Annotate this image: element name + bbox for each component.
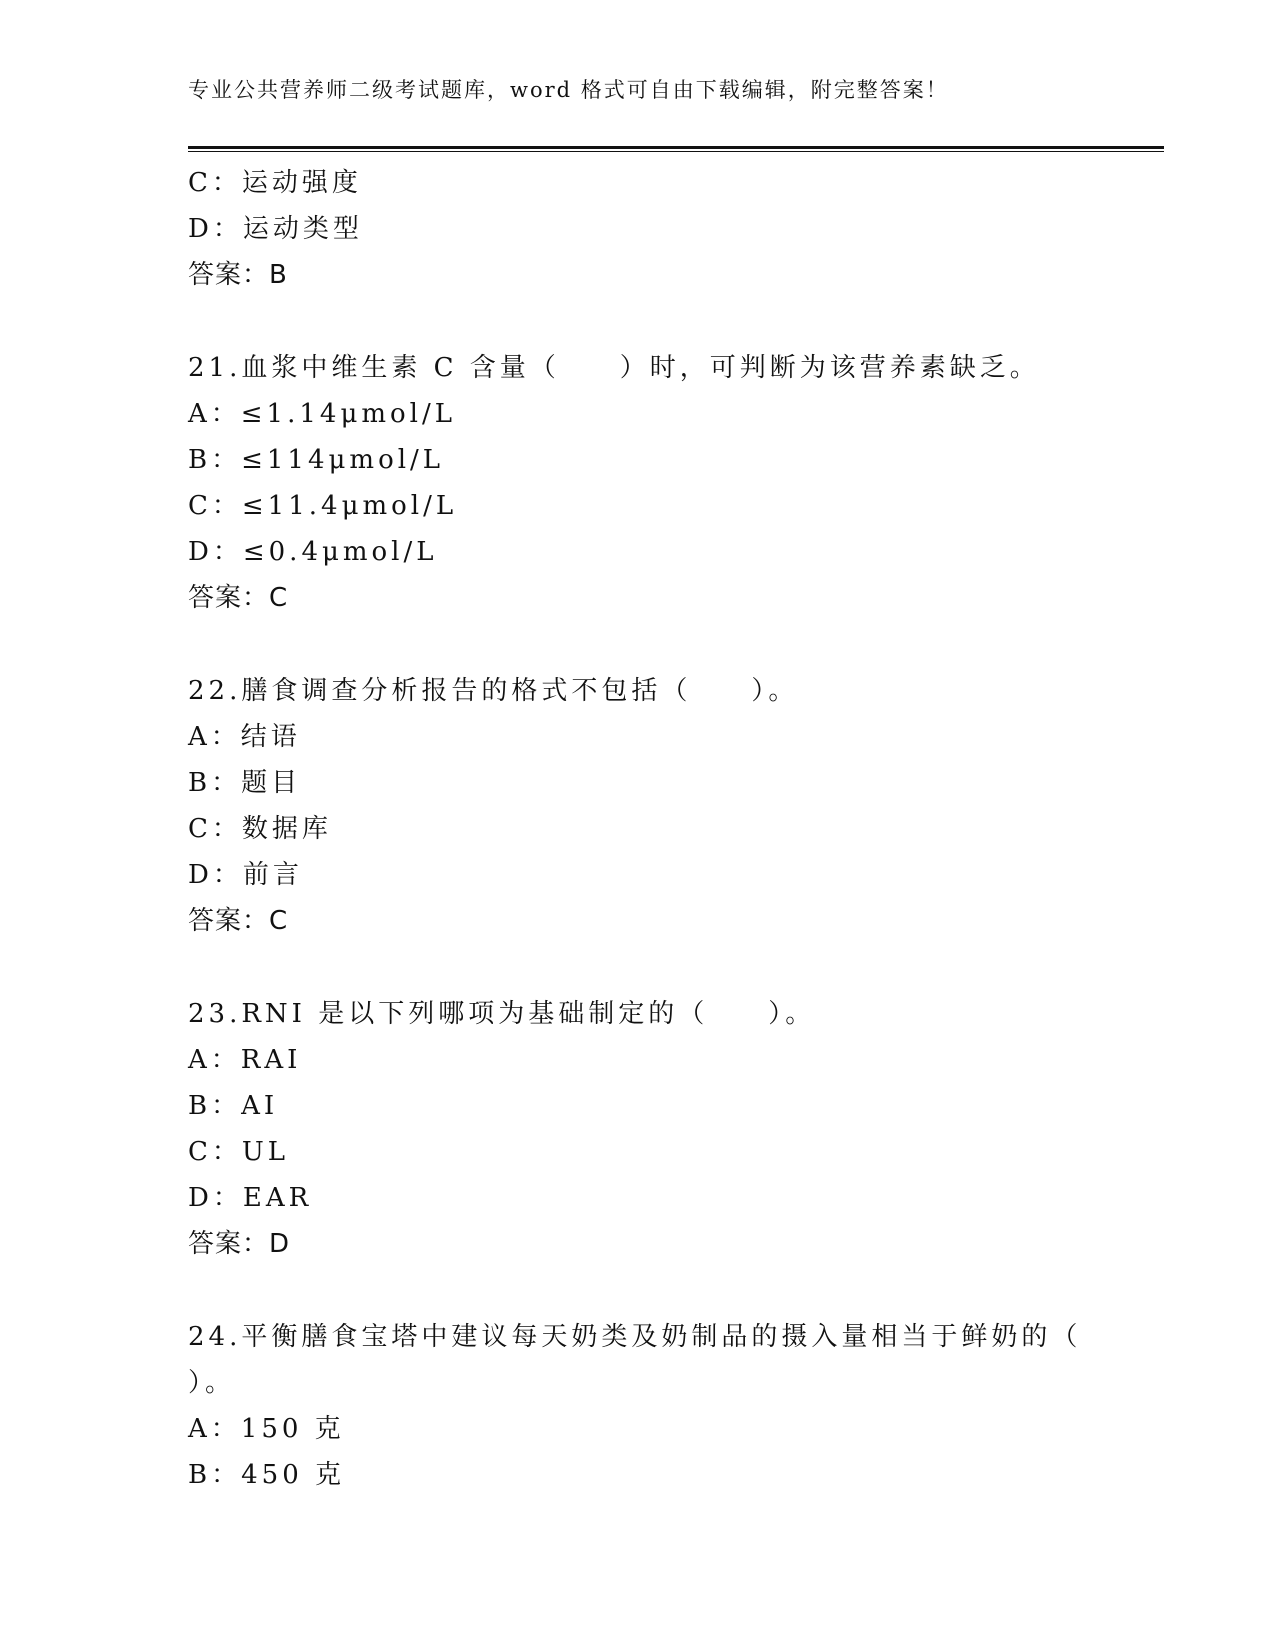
- option-c: C：运动强度: [188, 168, 362, 198]
- header-rule-thick: [188, 146, 1164, 149]
- option-a: A：RAI: [188, 1045, 302, 1075]
- option-c: C：≤11.4μmol/L: [188, 491, 458, 521]
- header-rule-thin: [188, 151, 1164, 152]
- answer-line: 答案：C: [188, 906, 289, 936]
- spacer: [188, 621, 1048, 668]
- option-d: D：前言: [188, 860, 303, 890]
- question-content: [188, 160, 1082, 1498]
- answer-line: 答案：C: [188, 583, 289, 613]
- option-b: B：AI: [188, 1091, 279, 1121]
- option-a: A：150 克: [188, 1414, 345, 1444]
- question-stem: 24.平衡膳食宝塔中建议每天奶类及奶制品的摄入量相当于鲜奶的（: [188, 1322, 1082, 1352]
- spacer: [188, 944, 1048, 991]
- spacer: [188, 298, 1048, 345]
- prev-question-block: [188, 160, 1048, 298]
- option-a: A：结语: [188, 722, 301, 752]
- question-23: [188, 991, 1048, 1267]
- answer-line: 答案：B: [188, 260, 288, 290]
- question-stem: 22.膳食调查分析报告的格式不包括（ ）。: [188, 676, 799, 706]
- page-header: 专业公共营养师二级考试题库，word 格式可自由下载编辑，附完整答案！: [188, 78, 949, 102]
- question-stem: 21.血浆中维生素 C 含量（ ）时，可判断为该营养素缺乏。: [188, 353, 1040, 383]
- option-b: B：≤114μmol/L: [188, 445, 445, 475]
- question-21: [188, 345, 1048, 621]
- option-d: D：运动类型: [188, 214, 363, 244]
- question-stem-continued: ）。: [188, 1368, 236, 1398]
- option-d: D：EAR: [188, 1183, 313, 1213]
- option-a: A：≤1.14μmol/L: [188, 399, 456, 429]
- option-b: B：题目: [188, 768, 302, 798]
- question-24: [188, 1314, 1082, 1498]
- question-22: [188, 668, 1048, 944]
- question-stem: 23.RNI 是以下列哪项为基础制定的（ ）。: [188, 999, 816, 1029]
- option-c: C：数据库: [188, 814, 332, 844]
- spacer: [188, 1267, 1048, 1314]
- option-d: D：≤0.4μmol/L: [188, 537, 438, 567]
- option-b: B：450 克: [188, 1460, 345, 1490]
- option-c: C：UL: [188, 1137, 290, 1167]
- answer-line: 答案：D: [188, 1229, 291, 1259]
